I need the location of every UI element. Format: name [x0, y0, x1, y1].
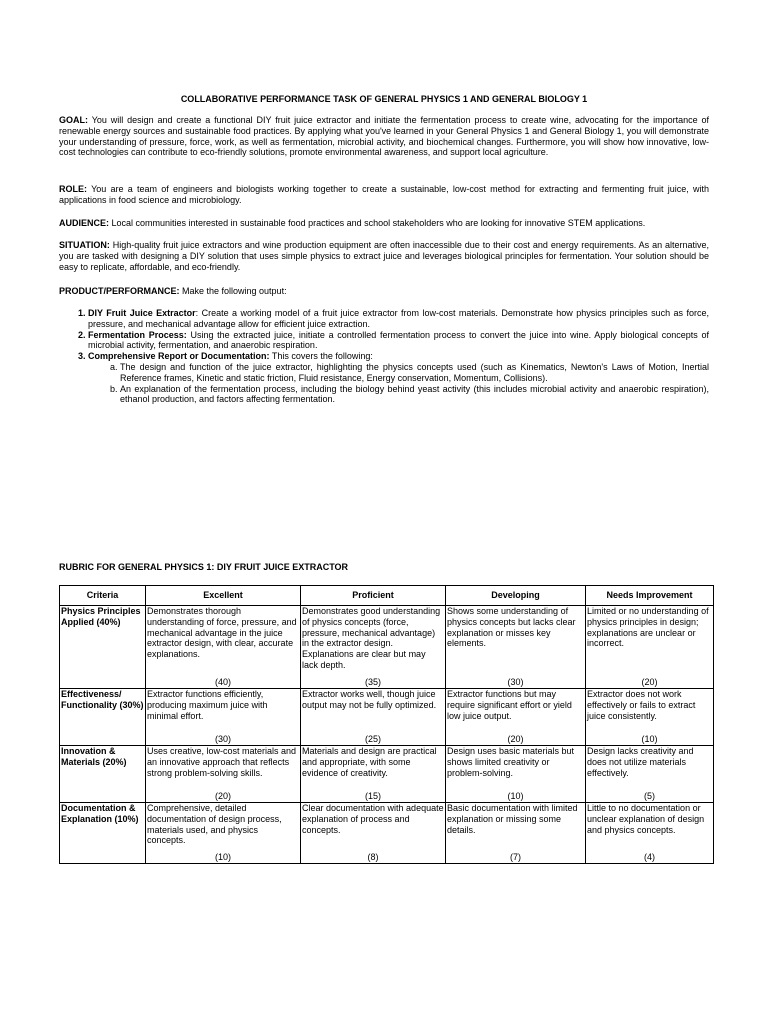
rubric-cell [586, 746, 714, 803]
cell-description: Shows some understanding of physics concepts but lacks clear explanation or misses key elements. [447, 606, 576, 649]
cell-score: (10) [507, 791, 524, 802]
cell-description: Extractor does not work effectively or fails to extract juice consistently. [587, 689, 696, 721]
rubric-cell [146, 803, 301, 864]
sub-list-item: b. An explanation of the fermentation process, including the biology behind yeast activity (this includes microbial activity and anaerobic respiration), ethanol production, and factors affecting fermentation. [120, 384, 709, 406]
cell-score: (10) [214, 852, 231, 863]
cell-description: Extractor functions but may require significant effort or yield low juice output. [447, 689, 572, 721]
audience-label: AUDIENCE: [59, 218, 110, 228]
output-text: : Create a working model of a fruit juice extractor from low-cost materials. Demonstrate how physics principles such as force, pressure, and mechanical advantage allow for efficient juice extraction. [88, 308, 709, 329]
table-row [60, 606, 714, 689]
cell-description: Clear documentation with adequate explanation of process and concepts. [302, 803, 444, 835]
output-text: This covers the following: [269, 351, 373, 362]
output-item [88, 330, 709, 352]
cell-score: (8) [367, 852, 379, 863]
cell-description: Basic documentation with limited explanation or missing some details. [447, 803, 578, 835]
situation-paragraph [59, 240, 709, 272]
cell-score: (20) [214, 791, 231, 802]
rubric-cell [301, 803, 446, 864]
output-label: Comprehensive Report or Documentation: [88, 351, 270, 362]
audience-text: Local communities interested in sustainable food practices and school stakeholders who are looking for innovative STEM applications. [109, 218, 646, 228]
audience-paragraph [59, 218, 709, 229]
role-text: You are a team of engineers and biologists working together to create a sustainable, low-cost method for extracting and fermenting fruit juice, with applications in food science and microbiology. [59, 184, 709, 205]
cell-description: Comprehensive, detailed documentation of design process, materials used, and physics concepts. [147, 803, 282, 846]
rubric-cell [446, 606, 586, 689]
rubric-cell [146, 746, 301, 803]
rubric-cell [586, 606, 714, 689]
cell-score: (30) [214, 734, 231, 745]
situation-text: High-quality fruit juice extractors and wine production equipment are often inaccessible due to their cost and energy requirements. As an alternative, you are tasked with designing a DIY solution that uses simple physics to extract juice and leverages biological principles for fermentation. Your solution should be easy to replicate, affordable, and eco-friendly. [59, 240, 709, 272]
rubric-cell [146, 689, 301, 746]
output-text: Using the extracted juice, initiate a controlled fermentation process to convert the juice into wine. Apply biological concepts of microbial activity, fermentation, and anaerobic respiration. [88, 329, 710, 351]
column-header-needs-improvement: Needs Improvement [586, 586, 714, 606]
output-item [88, 308, 709, 330]
rubric-cell [586, 689, 714, 746]
product-paragraph [59, 286, 709, 297]
cell-score: (15) [364, 791, 381, 802]
rubric-cell [446, 803, 586, 864]
table-row [60, 803, 714, 864]
role-paragraph [59, 184, 709, 206]
rubric-cell [301, 606, 446, 689]
cell-description: Materials and design are practical and appropriate, with some evidence of creativity. [302, 746, 437, 778]
cell-score: (10) [641, 734, 658, 745]
rubric-cell [301, 689, 446, 746]
column-header-proficient: Proficient [301, 586, 446, 606]
page-title: COLLABORATIVE PERFORMANCE TASK OF GENERAL PHYSICS 1 AND GENERAL BIOLOGY 1 [180, 94, 588, 104]
cell-score: (5) [644, 791, 655, 802]
criteria-cell: Innovation & Materials (20%) [60, 746, 146, 803]
role-label: ROLE: [59, 184, 87, 194]
product-text: Make the following output: [179, 286, 287, 296]
output-label: DIY Fruit Juice Extractor [88, 308, 196, 318]
cell-score: (40) [214, 677, 231, 688]
report-sub-list [88, 362, 709, 405]
rubric-cell [146, 606, 301, 689]
column-header-criteria: Criteria [60, 586, 146, 606]
cell-description: Design uses basic materials but shows limited creativity or problem-solving. [447, 746, 575, 778]
cell-score: (20) [507, 734, 524, 745]
rubric-cell [446, 746, 586, 803]
criteria-cell: Documentation & Explanation (10%) [60, 803, 146, 864]
cell-description: Extractor functions efficiently, producing maximum juice with minimal effort. [147, 689, 268, 721]
cell-score: (35) [364, 677, 381, 688]
output-list [59, 308, 709, 405]
cell-description: Uses creative, low-cost materials and an innovative approach that reflects strong problem-solving skills. [147, 746, 297, 778]
table-row [60, 746, 714, 803]
cell-score: (7) [510, 852, 521, 863]
output-label: Fermentation Process: [88, 329, 187, 340]
cell-score: (20) [641, 677, 658, 688]
output-item [88, 351, 709, 405]
cell-score: (25) [364, 734, 381, 745]
product-label: PRODUCT/PERFORMANCE: [59, 286, 180, 296]
rubric-title: RUBRIC FOR GENERAL PHYSICS 1: DIY FRUIT JUICE EXTRACTOR [59, 562, 349, 572]
rubric-header-row [60, 586, 714, 606]
cell-description: Demonstrates thorough understanding of force, pressure, and mechanical advantage in the juice extractor design, with clear, accurate explanations. [147, 606, 297, 660]
cell-score: (30) [507, 677, 524, 688]
column-header-developing: Developing [446, 586, 586, 606]
cell-description: Little to no documentation or unclear explanation of design and physics concepts. [587, 803, 705, 835]
goal-paragraph [59, 115, 709, 158]
rubric-cell [586, 803, 714, 864]
cell-description: Limited or no understanding of physics principles in design; explanations are unclear or incorrect. [587, 606, 709, 649]
rubric-table [59, 585, 714, 864]
cell-description: Demonstrates good understanding of physics concepts (force, pressure, mechanical advantage) in the extractor design. Explanations are clear but may lack depth. [302, 606, 441, 670]
cell-score: (4) [644, 852, 655, 863]
rubric-cell [446, 689, 586, 746]
goal-text: You will design and create a functional DIY fruit juice extractor and initiate the fermentation process to create wine, advocating for the importance of renewable energy sources and sustainable food practices. By applying what you've learned in your General Physics 1 and General Biology 1, you will demonstrate your understanding of pressure, force, work, as well as fermentation, microbial activity, and biochemical changes. Furthermore, you will show how innovative, low-cost technologies can contribute to eco-friendly solutions, promote environmental awareness, and support local agriculture. [59, 115, 709, 158]
table-row [60, 689, 714, 746]
situation-label: SITUATION: [59, 240, 110, 250]
sub-list-item: a. The design and function of the juice extractor, highlighting the physics concepts used (such as Kinematics, Newton's Laws of Motion, Inertial Reference frames, Kinetic and static friction, Fluid resistance, Energy conservation, Momentum, Collisions). [120, 362, 709, 384]
cell-description: Design lacks creativity and does not utilize materials effectively. [587, 746, 694, 778]
column-header-excellent: Excellent [146, 586, 301, 606]
criteria-cell: Effectiveness/ Functionality (30%) [60, 689, 146, 746]
goal-label: GOAL: [59, 115, 88, 125]
criteria-cell: Physics Principles Applied (40%) [60, 606, 146, 689]
rubric-cell [301, 746, 446, 803]
cell-description: Extractor works well, though juice output may not be fully optimized. [302, 689, 437, 710]
